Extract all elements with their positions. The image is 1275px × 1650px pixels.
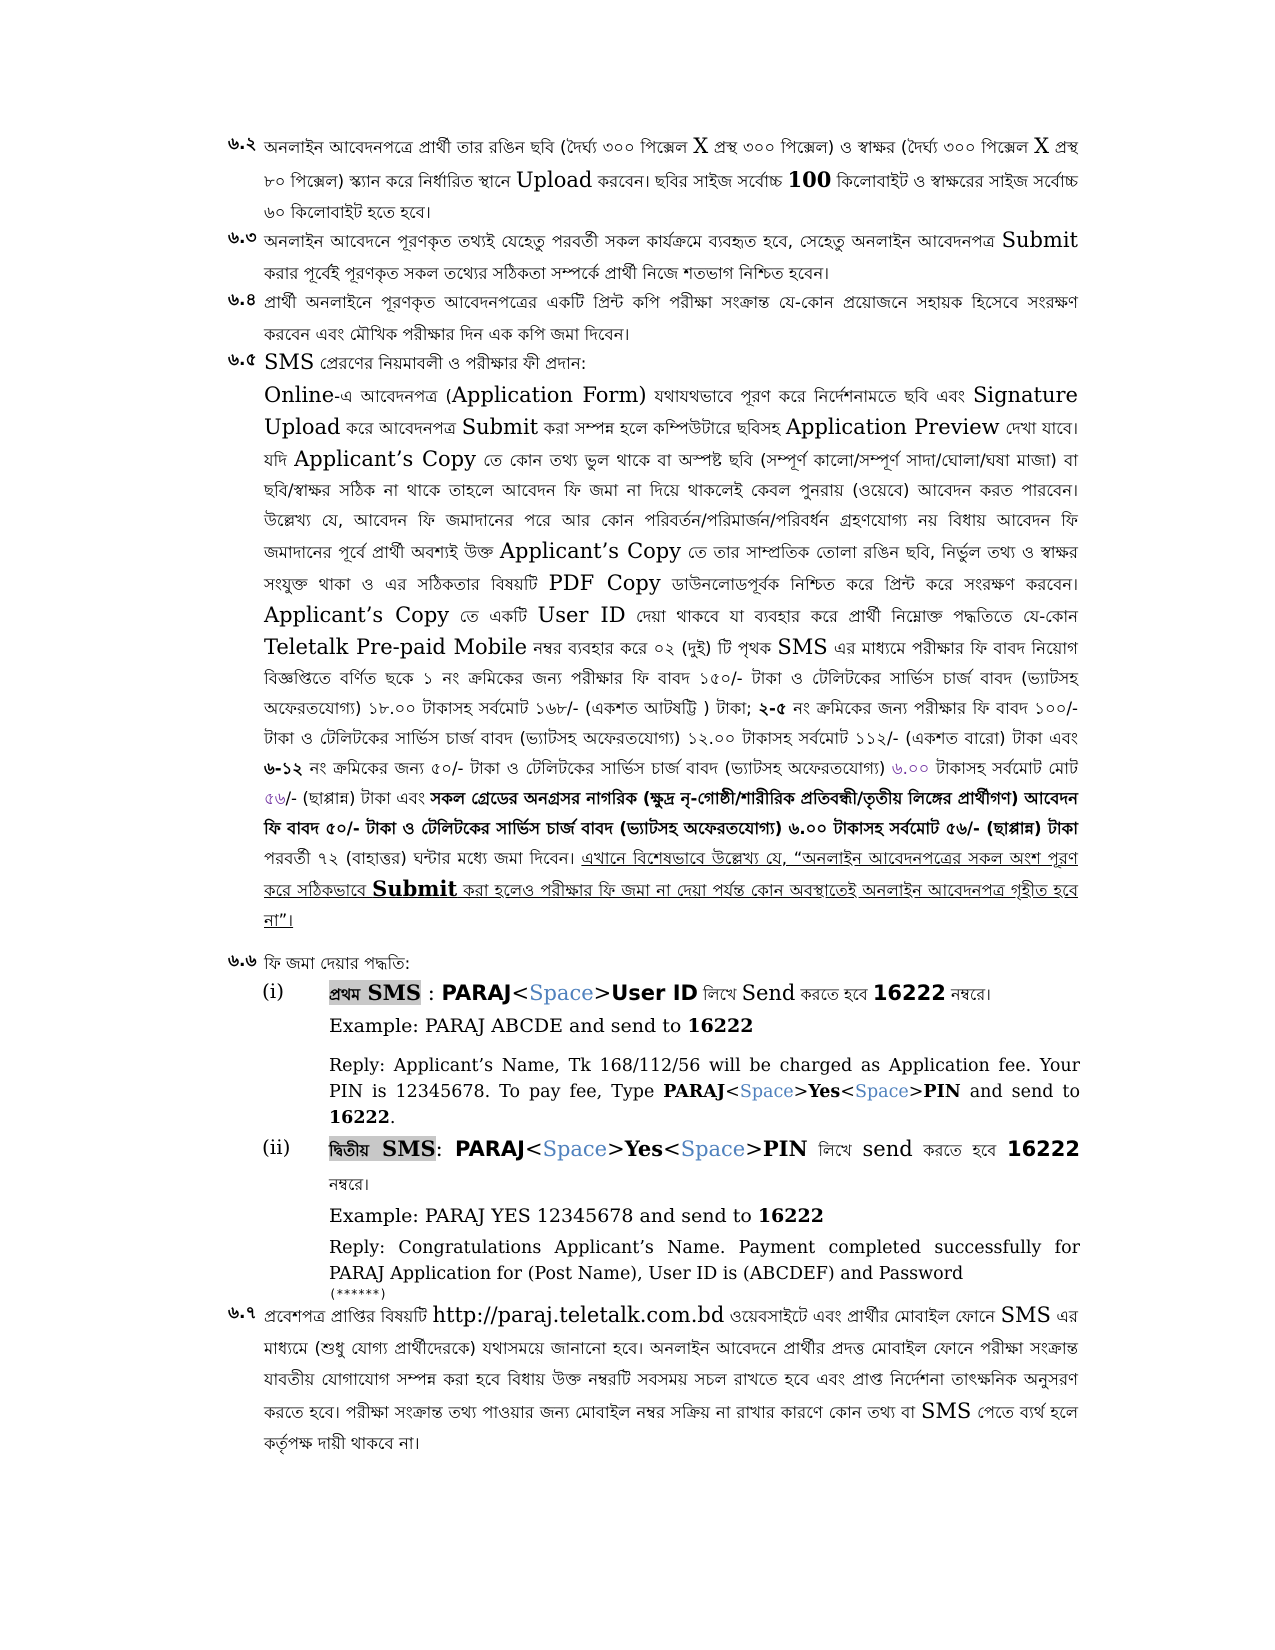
step-command: দ্বিতীয় SMS: PARAJ<Space>Yes<Space>PIN লিখে send করতে হবে 16222 নম্বরে। <box>329 1136 1081 1194</box>
section-heading: ফি জমা দেয়ার পদ্ধতি: <box>264 954 411 973</box>
section-text: অনলাইন আবেদনে পূরণকৃত তথ্যই যেহেতু পরবর্তী সকল কার্যক্রমে ব্যবহৃত হবে, সেহেতু অনলাইন আবেদনপত্র Submit করার পূর্বেই পূরণকৃত সকল তথ্যের সঠিকতা সম্পর্কে প্রার্থী নিজে শতভাগ নিশ্চিত হবেন। <box>264 228 1078 283</box>
section-6-2 <box>228 131 1078 229</box>
section-number: ৬.৫ <box>228 350 257 370</box>
section-heading: SMS প্রেরণের নিয়মাবলী ও পরীক্ষার ফী প্রদান: <box>264 350 587 374</box>
section-text: প্রবেশপত্র প্রাপ্তির বিষয়টি http://paraj.teletalk.com.bd ওয়েবসাইটে এবং প্রার্থীর মোবাইল ফোনে SMS এর মাধ্যমে (শুধু যোগ্য প্রার্থীদেরকে) যথাসময়ে জানানো হবে। অনলাইন আবেদনে প্রার্থীর প্রদত্ত মোবাইল ফোনে পরীক্ষা সংক্রান্ত যাবতীয় যোগাযোগ সম্পন্ন করা হবে বিধায় উক্ত নম্বরটি সবসময় সচল রাখতে হবে এবং প্রাপ্ত নির্দেশনা তাৎক্ষনিক অনুসরণ করতে হবে। পরীক্ষা সংক্রান্ত তথ্য পাওয়ার জন্য মোবাইল নম্বর সক্রিয় না রাখার কারণে কোন তথ্য বা SMS পেতে ব্যর্থ হলে কর্তৃপক্ষ দায়ী থাকবে না। <box>264 1303 1078 1453</box>
section-number: ৬.৩ <box>228 228 257 248</box>
teletalk-url: http://paraj.teletalk.com.bd <box>432 1303 725 1327</box>
section-number: ৬.৭ <box>228 1303 257 1323</box>
password-placeholder: (******) <box>329 1287 387 1301</box>
step-command: প্রথম SMS : PARAJ<Space>User ID লিখে Send করতে হবে 16222 নম্বরে। <box>329 980 991 1005</box>
section-6-3 <box>228 225 1078 289</box>
step-example: Example: PARAJ ABCDE and send to 16222 <box>329 1015 754 1037</box>
step-reply: Reply: Applicant’s Name, Tk 168/112/56 will be charged as Application fee. Your PIN is 12345678. To pay fee, Type PARAJ<Space>Yes<Space>PIN and send to 16222. <box>329 1056 1080 1128</box>
section-6-4 <box>228 287 1078 350</box>
section-number: ৬.৬ <box>228 951 257 971</box>
section-6-7 <box>228 1300 1078 1460</box>
sms-step-2 <box>262 1133 1080 1301</box>
section-text: Online-এ আবেদনপত্র (Application Form) যথাযথভাবে পূরণ করে নির্দেশনামতে ছবি এবং Signature Upload করে আবেদনপত্র Submit করা সম্পন্ন হলে কম্পিউটারে ছবিসহ Application Preview দেখা যাবে। যদি Applicant’s Copy তে কোন তথ্য ভুল থাকে বা অস্পষ্ট ছবি (সম্পূর্ণ কালো/সম্পূর্ণ সাদা/ঘোলা/ঘষা মাজা) বা ছবি/স্বাক্ষর সঠিক না থাকে তাহলে আবেদন ফি জমা না দিয়ে থাকলেই কেবল পুনরায় (ওয়েবে) আবেদন করত পারবেন। উল্লেখ্য যে, আবেদন ফি জমাদানের পরে আর কোন পরিবর্তন/পরিমার্জন/পরিবর্ধন গ্রহণযোগ্য নয় বিধায় আবেদন ফি জমাদানের পূর্বে প্রার্থী অবশ্যই উক্ত Applicant’s Copy তে তার সাম্প্রতিক তোলা রঙিন ছবি, নির্ভুল তথ্য ও স্বাক্ষর সংযুক্ত থাকা ও এর সঠিকতার বিষয়টি PDF Copy ডাউনলোডপূর্বক নিশ্চিত করে প্রিন্ট করে সংরক্ষণ করবেন। Applicant’s Copy তে একটি User ID দেয়া থাকবে যা ব্যবহার করে প্রার্থী নিম্নোক্ত পদ্ধতিতে যে-কোন Teletalk Pre-paid Mobile নম্বর ব্যবহার করে ০২ (দুই) টি পৃথক SMS এর মাধ্যমে পরীক্ষার ফি বাবদ নিয়োগ বিজ্ঞপ্তিতে বর্ণিত ছকে ১ নং ক্রমিকের জন্য পরীক্ষার ফি বাবদ ১৫০/- টাকা ও টেলিটকের সার্ভিস চার্জ বাবদ (ভ্যাটসহ অফেরতযোগ্য) ১৮.০০ টাকাসহ সর্বমোট ১৬৮/- (একশত আটষট্টি ) টাকা; ২-৫ নং ক্রমিকের জন্য পরীক্ষার ফি বাবদ ১০০/- টাকা ও টেলিটকের সার্ভিস চার্জ বাবদ (ভ্যাটসহ অফেরতযোগ্য) ১২.০০ টাকাসহ সর্বমোট ১১২/- (একশত বারো) টাকা এবং ৬-১২ নং ক্রমিকের জন্য ৫০/- টাকা ও টেলিটকের সার্ভিস চার্জ বাবদ (ভ্যাটসহ অফেরতযোগ্য) ৬.০০ টাকাসহ সর্বমোট মোট ৫৬/- (ছাপ্পান্ন) টাকা এবং সকল গ্রেডের অনগ্রসর নাগরিক (ক্ষুদ্র নৃ-গোষ্ঠী/শারীরিক প্রতিবন্ধী/তৃতীয় লিঙ্গের প্রার্থীগণ) আবেদন ফি বাবদ ৫০/- টাকা ও টেলিটকের সার্ভিস চার্জ বাবদ (ভ্যাটসহ অফেরতযোগ্য) ৬.০০ টাকাসহ সর্বমোট ৫৬/- (ছাপ্পান্ন) টাকা পরবর্তী ৭২ (বাহাত্তর) ঘন্টার মধ্যে জমা দিবেন। এখানে বিশেষভাবে উল্লেখ্য যে, “অনলাইন আবেদনপত্রের সকল অংশ পূরণ করে সঠিকভাবে Submit করা হলেও পরীক্ষার ফি জমা না দেয়া পর্যন্ত কোন অবস্থাতেই অনলাইন আবেদনপত্র গৃহীত হবে না”। <box>264 382 1079 930</box>
section-number: ৬.২ <box>228 134 257 154</box>
bold-fee-notice: সকল গ্রেডের অনগ্রসর নাগরিক (ক্ষুদ্র নৃ-গোষ্ঠী/শারীরিক প্রতিবন্ধী/তৃতীয় লিঙ্গের প্রার্থীগণ) আবেদন ফি বাবদ ৫০/- টাকা ও টেলিটকের সার্ভিস চার্জ বাবদ (ভ্যাটসহ অফেরতযোগ্য) ৬.০০ টাকাসহ সর্বমোট ৫৬/- (ছাপ্পান্ন) টাকা <box>264 788 1078 838</box>
underlined-notice: এখানে বিশেষভাবে উল্লেখ্য যে, “অনলাইন আবেদনপত্রের সকল অংশ পূরণ করে সঠিকভাবে Submit করা হলেও পরীক্ষার ফি জমা না দেয়া পর্যন্ত কোন অবস্থাতেই অনলাইন আবেদনপত্র গৃহীত হবে না”। <box>264 848 1078 930</box>
sms-step-1 <box>262 977 1080 1131</box>
section-text: প্রার্থী অনলাইনে পূরণকৃত আবেদনপত্রের একটি প্রিন্ট কপি পরীক্ষা সংক্রান্ত যে-কোন প্রয়োজনে সহায়ক হিসেবে সংরক্ষণ করবেন এবং মৌখিক পরীক্ষার দিন এক কপি জমা দিবেন। <box>264 293 1078 344</box>
step-label: দ্বিতীয় SMS <box>329 1136 436 1161</box>
step-number: (ii) <box>262 1135 291 1159</box>
section-text: অনলাইন আবেদনপত্রে প্রার্থী তার রঙিন ছবি (দৈর্ঘ্য ৩০০ পিক্সেল X প্রস্থ ৩০০ পিক্সেল) ও স্বাক্ষর (দৈর্ঘ্য ৩০০ পিক্সেল X প্রস্থ ৮০ পিক্সেল) স্ক্যান করে নির্ধারিত স্থানে Upload করবেন। ছবির সাইজ সর্বোচ্চ 100 কিলোবাইট ও স্বাক্ষরের সাইজ সর্বোচ্চ ৬০ কিলোবাইট হতে হবে। <box>264 134 1079 222</box>
step-example: Example: PARAJ YES 12345678 and send to 16222 <box>329 1205 824 1227</box>
section-number: ৬.৪ <box>228 290 257 310</box>
section-6-5 <box>228 347 1078 936</box>
step-label: প্রথম SMS <box>329 980 422 1005</box>
step-reply: Reply: Congratulations Applicant’s Name. Payment completed successfully for PARAJ Application for (Post Name), User ID is (ABCDEF) and Password <box>329 1238 1080 1284</box>
section-6-6 <box>228 948 1078 980</box>
step-number: (i) <box>262 979 285 1003</box>
